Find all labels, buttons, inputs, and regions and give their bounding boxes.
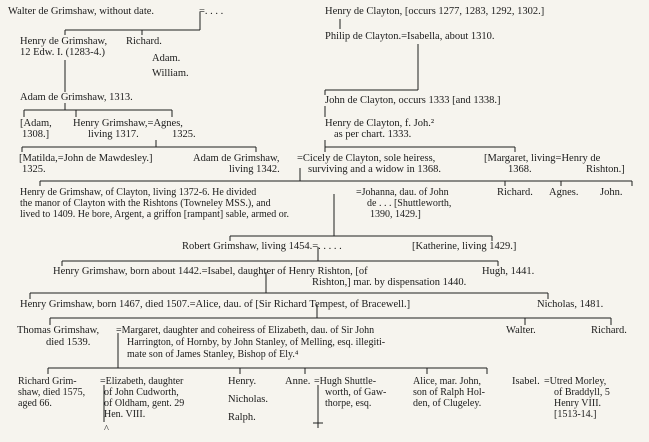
child-richard: Richard. xyxy=(497,187,533,198)
henry-grimshaw-1317: Henry Grimshaw,=Agnes, xyxy=(73,118,183,129)
child-isabel: Isabel. xyxy=(512,376,540,387)
johanna-dates: 1390, 1429.] xyxy=(370,209,421,220)
child-walter: Walter. xyxy=(506,325,536,336)
elizabeth-cudworth: =Elizabeth, daughter xyxy=(100,376,184,387)
alice-holden: Alice, mar. John, xyxy=(413,376,482,387)
henry-de-grimshaw-1283: Henry de Grimshaw, xyxy=(20,36,108,47)
margaret-harrington-stanley: Harrington, of Hornby, by John Stanley, of Melling, esq. illegiti- xyxy=(127,337,386,348)
alice-holden-son: son of Ralph Hol- xyxy=(413,387,485,398)
henry-de-clayton-f-joh: Henry de Clayton, f. Joh.² xyxy=(325,118,435,129)
john-de-clayton: John de Clayton, occurs 1333 [and 1338.] xyxy=(325,95,501,106)
richard-grimshaw-1575: Richard Grim- xyxy=(18,376,77,387)
alice-holden-clugeley: den, of Clugeley. xyxy=(413,398,482,409)
elizabeth-cudworth-father: of John Cudworth, xyxy=(104,387,179,398)
henry-grimshaw-1442: Henry Grimshaw, born about 1442.=Isabel, daughter of Henry Rishton, [of xyxy=(53,266,368,277)
adam-1308: [Adam, xyxy=(20,118,52,129)
thomas-grimshaw-died: died 1539. xyxy=(46,337,91,348)
child-agnes: Agnes. xyxy=(549,187,579,198)
child-ralph: Ralph. xyxy=(228,412,256,423)
child-john: John. xyxy=(600,187,623,198)
richard-grimshaw-died: shaw, died 1575, xyxy=(18,387,86,398)
adam-de-grimshaw-1313: Adam de Grimshaw, 1313. xyxy=(20,92,133,103)
child-anne: Anne. xyxy=(285,376,311,387)
henry-de-grimshaw-1283-date: 12 Edw. I. (1283-4.) xyxy=(20,47,106,58)
katherine-1429: [Katherine, living 1429.] xyxy=(412,241,517,252)
henry-de-grimshaw-1372-manor: the manor of Clayton with the Rishtons (Towneley MSS.), and xyxy=(20,198,271,209)
hugh-shuttleworth-esq: thorpe, esq. xyxy=(325,398,372,409)
matilda-date: 1325. xyxy=(22,164,46,175)
richard-grimshaw-aged: aged 66. xyxy=(18,398,52,409)
margaret-harrington: =Margaret, daughter and coheiress of Elizabeth, dau. of Sir John xyxy=(116,325,375,336)
hugh-shuttleworth: =Hugh Shuttle- xyxy=(314,376,377,387)
adam-de-grimshaw-1342-living: living 1342. xyxy=(229,164,280,175)
matilda: [Matilda,=John de Mawdesley.] xyxy=(19,153,153,164)
elizabeth-cudworth-oldham: of Oldham, gent. 29 xyxy=(104,398,185,409)
johanna-shuttleworth: de . . . [Shuttleworth, xyxy=(367,198,452,209)
henry-grimshaw-1467: Henry Grimshaw, born 1467, died 1507.=Alice, dau. of [Sir Richard Tempest, of Bracewell.] xyxy=(20,299,411,310)
walter-marriage: =. . . . xyxy=(199,6,224,17)
utred-morley-date: [1513-14.] xyxy=(554,409,597,420)
henry-de-rishton: Rishton.] xyxy=(586,164,625,175)
walter-de-grimshaw: Walter de Grimshaw, without date. xyxy=(8,6,155,17)
agnes-1325: 1325. xyxy=(172,129,196,140)
henry-de-grimshaw-1372: Henry de Grimshaw, of Clayton, living 1372-6. He divided xyxy=(20,187,257,198)
elizabeth-cudworth-date: Hen. VIII. xyxy=(104,409,146,420)
adam-de-grimshaw-1342: Adam de Grimshaw, xyxy=(193,153,280,164)
child-henry: Henry. xyxy=(228,376,257,387)
hugh-1441: Hugh, 1441. xyxy=(482,266,535,277)
utred-morley-henry: Henry VIII. xyxy=(554,398,602,409)
nicholas-1481: Nicholas, 1481. xyxy=(537,299,604,310)
henry-de-grimshaw-1372-arms: lived to 1409. He bore, Argent, a griffon [rampant] sable, armed or. xyxy=(20,209,289,220)
margaret-1368-date: 1368. xyxy=(508,164,532,175)
sibling-adam: Adam. xyxy=(152,53,181,64)
henry-grimshaw-1317-living: living 1317. xyxy=(88,129,139,140)
sibling-richard: Richard. xyxy=(126,36,162,47)
sibling-william: William. xyxy=(152,68,189,79)
henry-de-clayton: Henry de Clayton, [occurs 1277, 1283, 1292, 1302.] xyxy=(325,6,545,17)
utred-morley: =Utred Morley, xyxy=(544,376,607,387)
utred-morley-braddyll: of Braddyll, 5 xyxy=(554,387,610,398)
caret-mark: ^ xyxy=(104,424,109,435)
child-nicholas: Nicholas. xyxy=(228,394,268,405)
philip-de-clayton: Philip de Clayton.=Isabella, about 1310. xyxy=(325,31,495,42)
adam-1308-date: 1308.] xyxy=(22,129,50,140)
child-richard-2: Richard. xyxy=(591,325,627,336)
margaret-harrington-bishop: mate son of James Stanley, Bishop of Ely.⁴ xyxy=(127,349,299,360)
robert-grimshaw: Robert Grimshaw, living 1454.=. . . . . xyxy=(182,241,342,252)
hugh-shuttleworth-gawthorpe: worth, of Gaw- xyxy=(325,387,387,398)
thomas-grimshaw: Thomas Grimshaw, xyxy=(17,325,100,336)
cicely-de-clayton: =Cicely de Clayton, sole heiress, xyxy=(297,153,436,164)
cicely-de-clayton-widow: surviving and a widow in 1368. xyxy=(308,164,441,175)
henry-de-clayton-chart: as per chart. 1333. xyxy=(334,129,412,140)
margaret-1368: [Margaret, living=Henry de xyxy=(484,153,601,164)
johanna: =Johanna, dau. of John xyxy=(356,187,449,198)
isabel-rishton-dispensation: Rishton,] mar. by dispensation 1440. xyxy=(312,277,467,288)
